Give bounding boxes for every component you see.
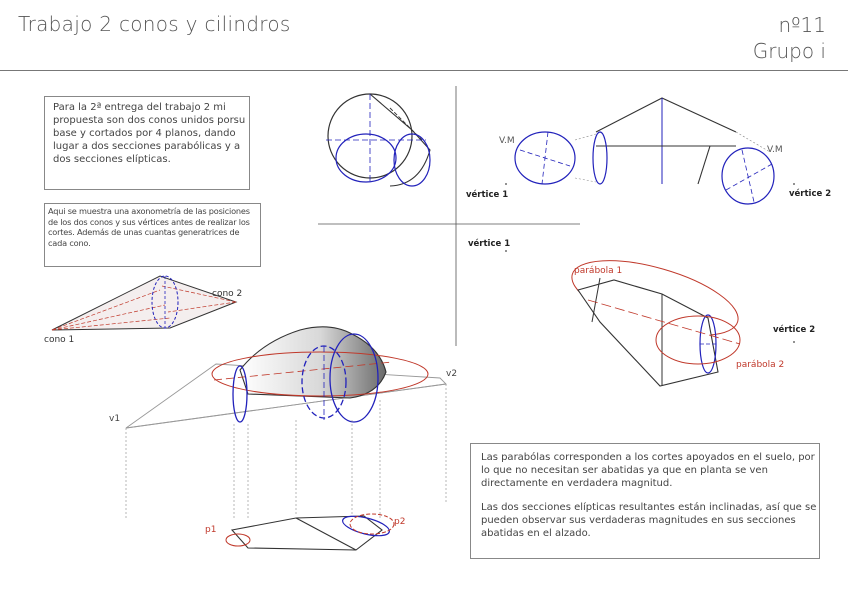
sheet-number: nº11: [778, 13, 826, 37]
v2-label: v2: [446, 369, 458, 379]
cono2-label: cono 2: [212, 289, 243, 299]
main-axonometry: [109, 327, 457, 520]
p2-label: p2: [394, 517, 406, 527]
intro-text: Para la 2ª entrega del trabajo 2 mi propuesta son dos conos unidos porsu base y cortados por 4 planos, dando lugar a dos secciones parabólicas y a dos secciones elípticas.: [53, 102, 246, 165]
cono1-label: cono 1: [44, 335, 75, 345]
vertice1-label-a: vértice 1: [466, 190, 509, 200]
vm-left-label: V.M: [499, 136, 515, 146]
vertice1-label-b: vértice 1: [468, 239, 511, 249]
parabola2-label: parábola 2: [736, 360, 785, 370]
bottom-section: [205, 512, 405, 550]
group-label: Grupo i: [752, 39, 826, 63]
elevation-view: [466, 98, 831, 204]
p1-label: p1: [205, 525, 217, 535]
ellipses-text: Las dos secciones elípticas resultantes están inclinadas, así que se pueden observar sus verdaderas magnitudes en sus secciones abatidas en el alzado.: [481, 502, 817, 539]
small-axonometry: [44, 276, 242, 345]
vertice2-label-b: vértice 2: [773, 325, 816, 335]
vertice2-label-a: vértice 2: [789, 189, 832, 199]
vm-right-label: V.M: [767, 145, 783, 155]
plan-view: [564, 245, 815, 386]
v1-label: v1: [109, 414, 121, 424]
axonometry-text: Aqui se muestra una axonometría de las posiciones de los dos conos y sus vértices antes de realizar los cortes. Además de unas cuantas generatrices de cada cono.: [48, 206, 250, 248]
top-view-left: [326, 94, 430, 186]
parabola1-label: parábola 1: [574, 266, 623, 276]
parabolas-text: Las parabólas corresponden a los cortes apoyados en el suelo, por lo que no necesitan ser abatidas ya que en planta se ven directamente en verdadera magnitud.: [481, 452, 815, 489]
page-title: Trabajo 2 conos y cilindros: [18, 12, 291, 36]
